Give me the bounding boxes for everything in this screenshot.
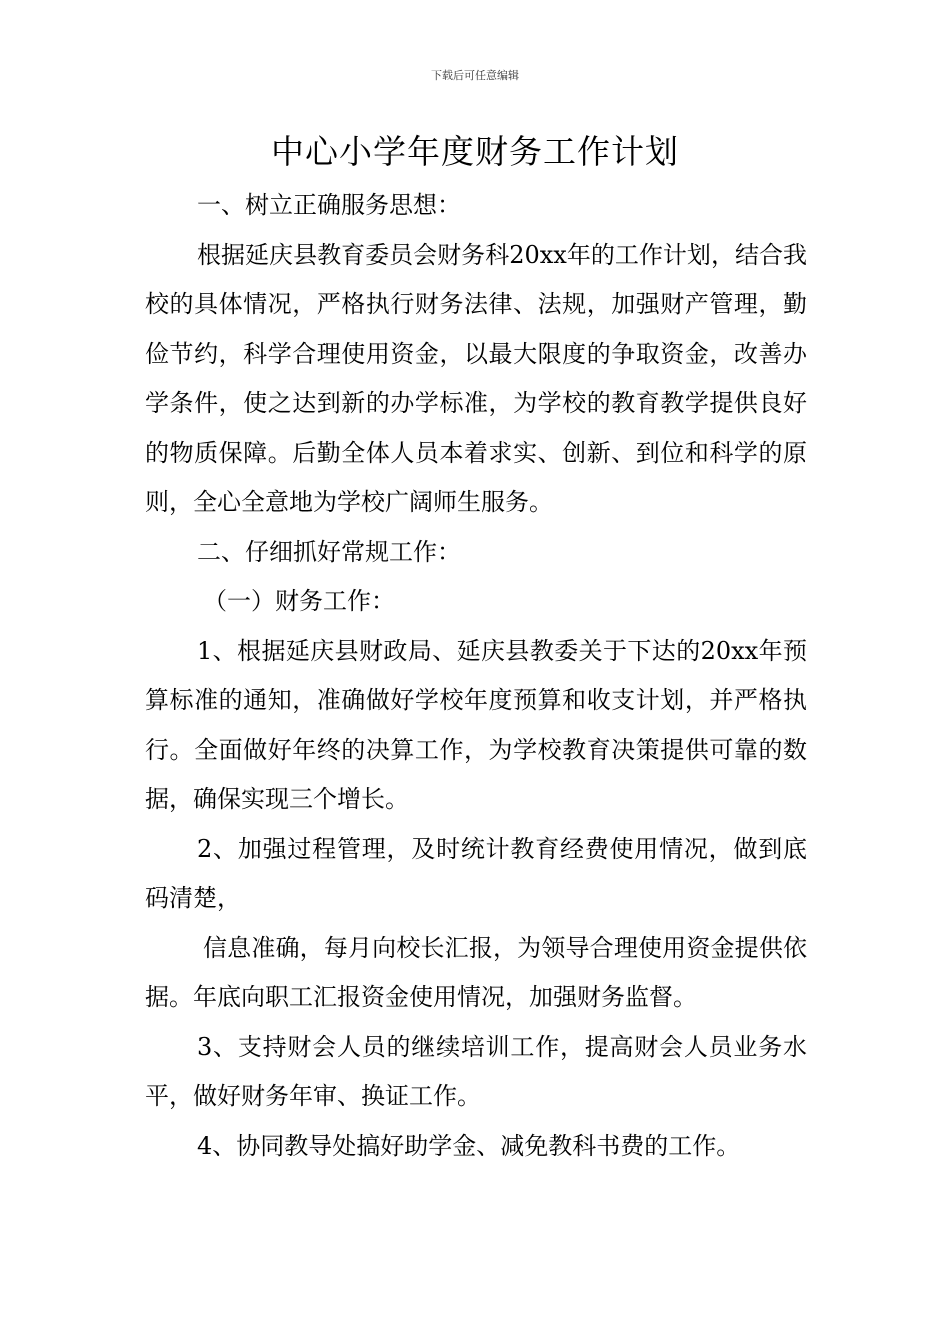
header-note: 下载后可任意编辑 xyxy=(431,69,519,82)
paragraph-item-3: 3、支持财会人员的继续培训工作，提高财会人员业务水平，做好财务年审、换证工作。 xyxy=(145,1032,807,1110)
section-heading-2: 二、仔细抓好常规工作： xyxy=(197,537,461,566)
paragraph-item-1: 1、根据延庆县财政局、延庆县教委关于下达的20xx年预算标准的通知，准确做好学校年度预算和收支计划，并严格执行。全面做好年终的决算工作，为学校教育决策提供可靠的数据，确保实现三个增长。 xyxy=(145,636,807,813)
section-heading-1: 一、树立正确服务思想： xyxy=(197,191,461,219)
document-body xyxy=(145,181,807,1171)
paragraph-item-4: 4、协同教导处搞好助学金、减免教科书费的工作。 xyxy=(197,1131,741,1160)
paragraph-service-thought: 根据延庆县教育委员会财务科20xx年的工作计划，结合我校的具体情况，严格执行财务法律、法规，加强财产管理，勤俭节约，科学合理使用资金，以最大限度的争取资金，改善办学条件，使之达到新的办学标准，为学校的教育教学提供良好的物质保障。后勤全体人员本着求实、创新、到位和科学的原则，全心全意地为学校广阔师生服务。 xyxy=(145,240,807,516)
paragraph-item-2: 2、加强过程管理，及时统计教育经费使用情况，做到底码清楚， xyxy=(145,834,807,912)
document-title: 中心小学年度财务工作计划 xyxy=(271,132,679,171)
paragraph-item-2-continued: 信息准确，每月向校长汇报，为领导合理使用资金提供依据。年底向职工汇报资金使用情况，加强财务监督。 xyxy=(145,933,807,1011)
subsection-heading-finance: （一）财务工作： xyxy=(203,587,395,615)
